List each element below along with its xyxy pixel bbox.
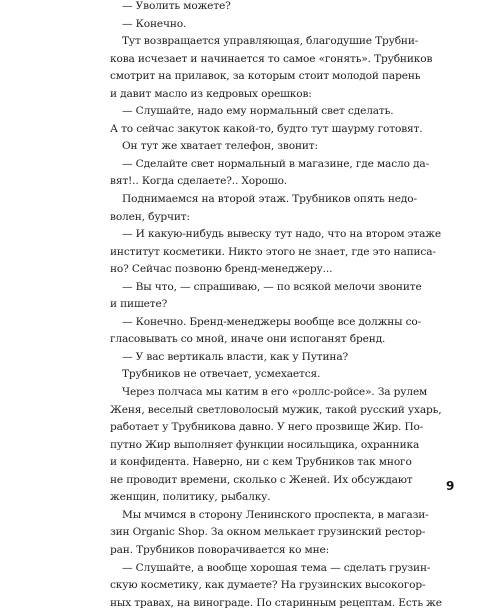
text-line: Тут возвращается управляющая, благодушие Трубни- <box>122 35 419 48</box>
text-line: — Слушайте, а вообще хорошая тема — сделать грузин- <box>122 561 431 574</box>
text-line: — Слушайте, надо ему нормальный свет сделать. <box>122 105 394 118</box>
text-line: Поднимаемся на второй этаж. Трубников опять недо- <box>122 193 417 206</box>
text-line: ных травах, на винограде. По старинным рецептам. Есть же <box>110 596 442 609</box>
text-line: но? Сейчас позвоню бренд-менеджеру... <box>110 263 333 276</box>
text-line: Женя, веселый светловолосый мужик, такой русский ухарь, <box>110 403 442 416</box>
text-line: волен, бурчит: <box>110 210 190 223</box>
text-line: — Конечно. <box>122 17 187 30</box>
text-line: кова исчезает и начинается то самое «гонять». Трубников <box>110 52 433 65</box>
text-line: и конфидента. Наверно, ни с кем Трубников так много <box>110 456 412 469</box>
text-line: гласовывать со мной, иначе они испоганят бренд. <box>110 333 386 346</box>
text-line: работает у Трубникова давно. У него прозвище Жир. По- <box>110 421 424 434</box>
page-number: 9 <box>446 479 455 493</box>
text-line: — Вы что, — спрашиваю, — по всякой мелочи звоните <box>122 280 422 293</box>
text-line: Трубников не отвечает, усмехается. <box>122 368 321 381</box>
text-line: Мы мчимся в сторону Ленинского проспекта, в магази- <box>122 508 429 521</box>
text-line: зин Organic Shop. За окном мелькает грузинский рестор- <box>110 526 426 539</box>
text-line: — Сделайте свет нормальный в магазине, где масло да- <box>122 157 430 170</box>
text-line: ран. Трубников поворачивается ко мне: <box>110 543 330 556</box>
text-line: и пишете? <box>110 298 168 311</box>
text-line: — И какую-нибудь вывеску тут надо, что на втором этаже <box>122 228 442 241</box>
text-line: институт косметики. Никто этого не знает, где это написа- <box>110 245 436 258</box>
text-line: скую косметику, как думаете? На грузинских высокогор- <box>110 579 426 592</box>
text-line: — У вас вертикаль власти, как у Путина? <box>122 350 349 363</box>
text-line: не проводит времени, сколько с Женей. Их обсуждают <box>110 473 413 486</box>
text-line: А то сейчас закуток какой-то, будто тут шаурму готовят. <box>110 122 423 135</box>
text-line: смотрит на прилавок, за которым стоит молодой парень <box>110 70 421 83</box>
text-line: — Уволить можете? <box>122 0 231 12</box>
text-line: женщин, политику, рыбалку. <box>110 491 271 504</box>
text-line: Он тут же хватает телефон, звонит: <box>122 140 318 153</box>
text-line: и давит масло из кедровых орешков: <box>110 87 312 100</box>
text-line: Через полчаса мы катим в его «роллс-ройсе». За рулем <box>122 386 428 399</box>
text-line: путно Жир выполняет функции носильщика, охранника <box>110 438 420 451</box>
text-line: вят!.. Когда сделаете?.. Хорошо. <box>110 175 288 188</box>
text-line: — Конечно. Бренд-менеджеры вообще все должны со- <box>122 315 422 328</box>
body-text <box>110 0 442 612</box>
